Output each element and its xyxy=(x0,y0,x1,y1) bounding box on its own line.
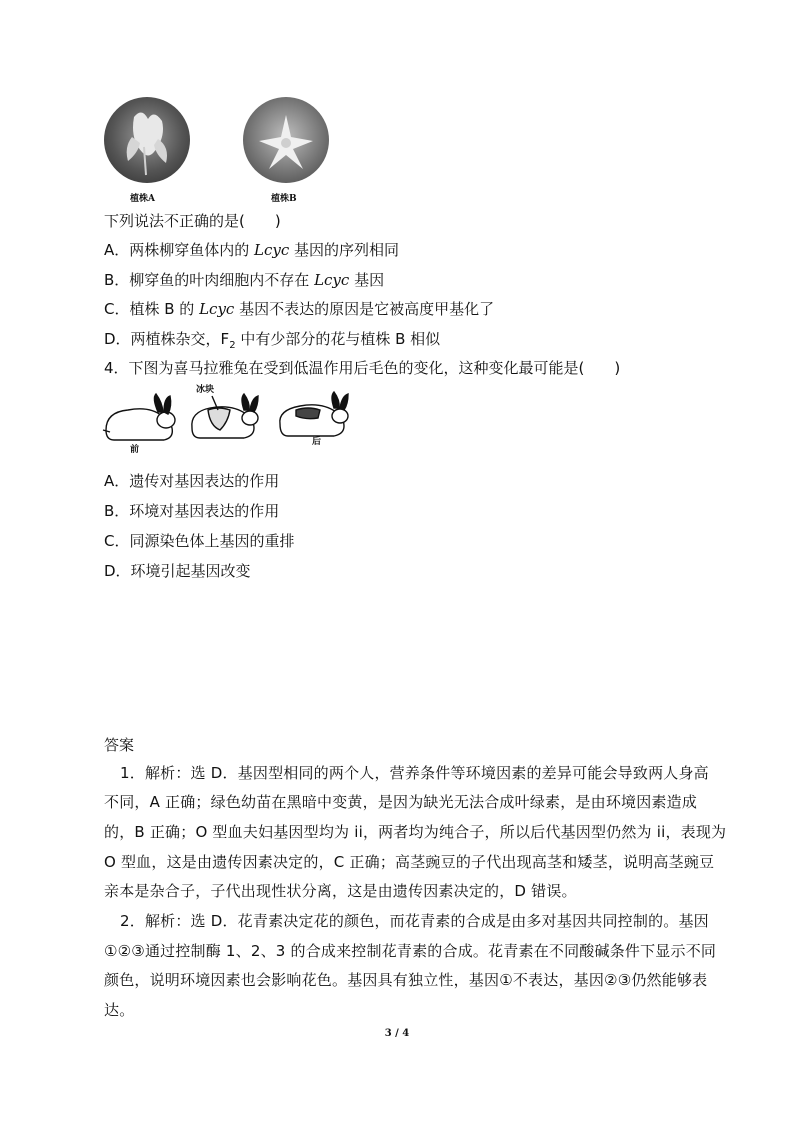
q3-option-d: D．两植株杂交，$F_2$ 中有少部分的花与植株 B 相似 xyxy=(104,330,441,351)
answer-1-line-2: 不同，A 正确；绿色幼苗在黑暗中变黄，是因为缺光无法合成叶绿素，是由环境因素造成 xyxy=(104,793,698,811)
q4-option-a: A．遗传对基因表达的作用 xyxy=(104,472,280,490)
plant-b-caption: 植株B xyxy=(271,194,297,204)
answer-1-line-3: 的，B 正确；O 型血夫妇基因型均为 ii，两者均为纯合子，所以后代基因型仍然为 ii，表现为 xyxy=(104,823,727,841)
q4-option-c: C．同源染色体上基因的重排 xyxy=(104,532,295,550)
plant-a-photo xyxy=(104,97,190,183)
q3-stem: 下列说法不正确的是( ) xyxy=(104,212,281,230)
rabbit-label-after: 后 xyxy=(312,437,322,447)
q3-option-b: B．柳穿鱼的叶肉细胞内不存在 Lcyc 基因 xyxy=(104,271,385,289)
answers-heading: 答案 xyxy=(104,736,135,754)
q3-option-c: C．植株 B 的 Lcyc 基因不表达的原因是它被高度甲基化了 xyxy=(104,300,495,318)
rabbit-figure xyxy=(100,382,370,454)
q4-stem: 4．下图为喜马拉雅兔在受到低温作用后毛色的变化，这种变化最可能是( ) xyxy=(104,359,621,377)
plant-b-photo xyxy=(243,97,329,183)
answer-2-line-1: 2．解析：选 D．花青素决定花的颜色，而花青素的合成是由多对基因共同控制的。基因 xyxy=(120,912,709,930)
rabbit-label-before: 前 xyxy=(130,445,140,454)
q4-option-d: D．环境引起基因改变 xyxy=(104,562,251,580)
plant-a-caption: 植株A xyxy=(130,194,155,204)
rabbit-label-ice: 冰块 xyxy=(196,385,215,395)
answer-2-line-4: 达。 xyxy=(104,1001,135,1019)
answer-1-line-4: O 型血，这是由遗传因素决定的，C 正确；高茎豌豆的子代出现高茎和矮茎，说明高茎豌豆 xyxy=(104,853,715,871)
page-number: 3 / 4 xyxy=(384,1028,410,1039)
answer-1-line-1: 1．解析：选 D．基因型相同的两个人，营养条件等环境因素的差异可能会导致两人身高 xyxy=(120,764,709,782)
q3-option-a: A．两株柳穿鱼体内的 Lcyc 基因的序列相同 xyxy=(104,241,400,259)
q4-option-b: B．环境对基因表达的作用 xyxy=(104,502,280,520)
answer-2-line-3: 颜色，说明环境因素也会影响花色。基因具有独立性，基因①不表达，基因②③仍然能够表 xyxy=(104,971,708,989)
answer-1-line-5: 亲本是杂合子，子代出现性状分离，这是由遗传因素决定的，D 错误。 xyxy=(104,882,577,900)
answer-2-line-2: ①②③通过控制酶 1、2、3 的合成来控制花青素的合成。花青素在不同酸碱条件下显示不同 xyxy=(104,942,717,960)
